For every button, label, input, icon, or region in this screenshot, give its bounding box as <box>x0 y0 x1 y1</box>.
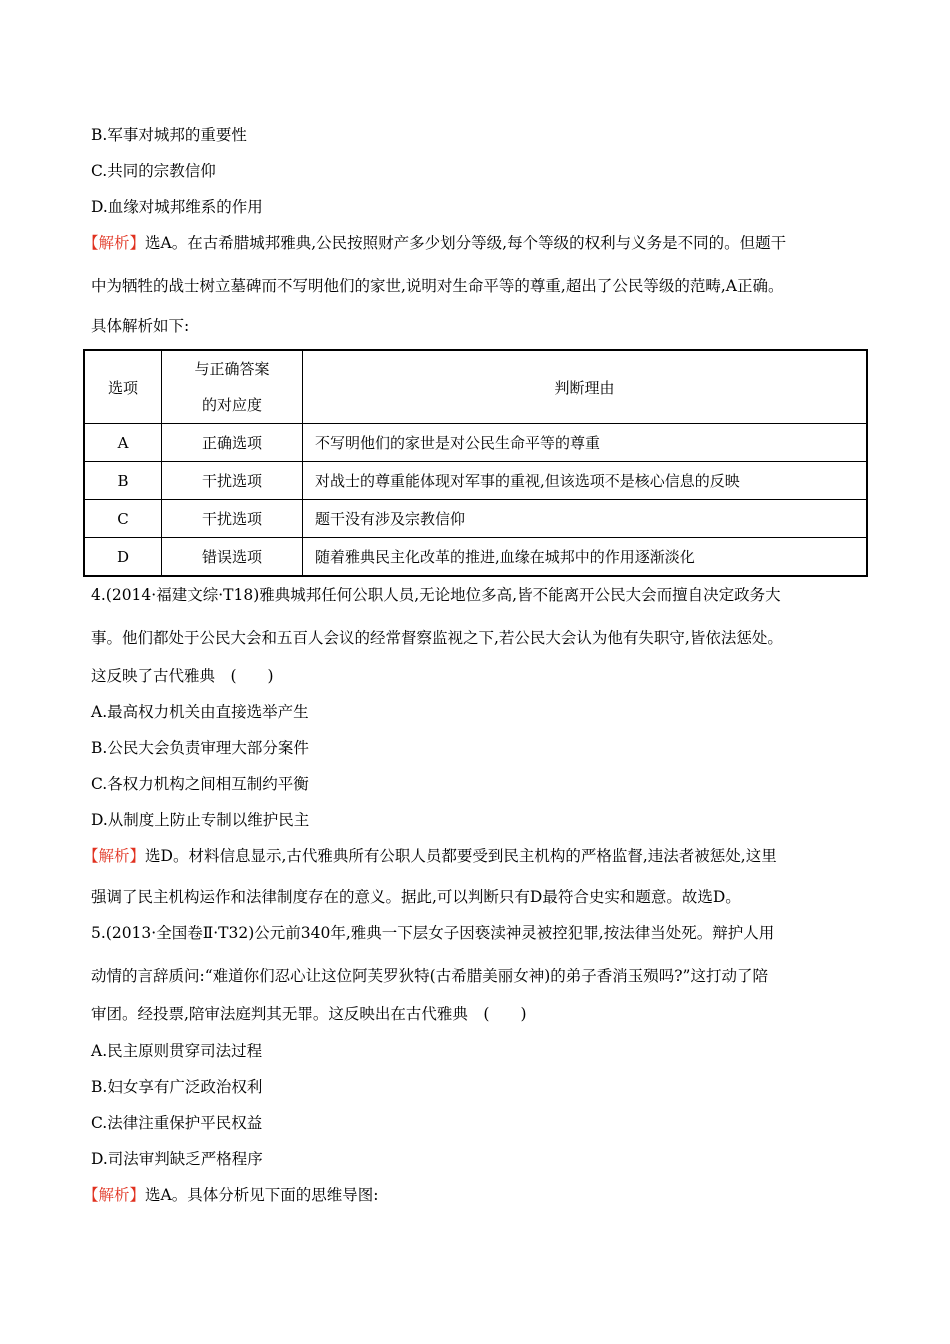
table-cell-option: B <box>84 462 162 500</box>
q4-stem-line3: 这反映了古代雅典 ( ) <box>91 667 274 685</box>
q5-option-c: C.法律注重保护平民权益 <box>91 1114 263 1132</box>
q3-option-d: D.血缘对城邦维系的作用 <box>91 198 263 216</box>
table-cell-reason: 随着雅典民主化改革的推进,血缘在城邦中的作用逐渐淡化 <box>303 538 868 577</box>
table-cell-reason: 题干没有涉及宗教信仰 <box>303 500 868 538</box>
q4-stem-line1: 4.(2014·福建文综·T18)雅典城邦任何公职人员,无论地位多高,皆不能离开公民大会而擅自决定政务大 <box>91 586 781 604</box>
q5-analysis-line1 <box>83 1185 379 1205</box>
q5-stem-line1: 5.(2013·全国卷Ⅱ·T32)公元前340年,雅典一下层女子因亵渎神灵被控犯罪,按法律当处死。辩护人用 <box>91 924 775 942</box>
table-row <box>84 424 867 462</box>
table-cell-option: A <box>84 424 162 462</box>
q4-analysis-line2: 强调了民主机构运作和法律制度存在的意义。据此,可以判断只有D最符合史实和题意。故选D。 <box>91 888 741 906</box>
analysis-table <box>83 349 868 577</box>
q4-analysis-tag: 【解析】 <box>83 847 146 865</box>
q5-stem-line2: 动情的言辞质问:“难道你们忍心让这位阿芙罗狄特(古希腊美丽女神)的弟子香消玉殒吗?”这打动了陪 <box>91 967 768 985</box>
q5-analysis-text1: 选A。具体分析见下面的思维导图: <box>145 1186 379 1204</box>
table-cell-reason: 对战士的尊重能体现对军事的重视,但该选项不是核心信息的反映 <box>303 462 868 500</box>
q3-analysis-line2: 中为牺牲的战士树立墓碑而不写明他们的家世,说明对生命平等的尊重,超出了公民等级的范畴,A正确。 <box>91 277 784 295</box>
table-row <box>84 538 867 577</box>
table-cell-reason: 不写明他们的家世是对公民生命平等的尊重 <box>303 424 868 462</box>
q3-analysis-tag: 【解析】 <box>83 234 146 252</box>
q3-analysis-line1 <box>83 233 787 253</box>
table-cell-type: 干扰选项 <box>162 462 303 500</box>
table-cell-option: C <box>84 500 162 538</box>
q3-option-b: B.军事对城邦的重要性 <box>91 126 247 144</box>
q3-analysis-text1: 选A。在古希腊城邦雅典,公民按照财产多少划分等级,每个等级的权利与义务是不同的。但题干 <box>145 234 787 252</box>
header-option: 选项 <box>84 350 162 424</box>
header-correspondence-line1: 与正确答案 <box>194 360 270 378</box>
q4-analysis-line1 <box>83 846 777 866</box>
q4-analysis-text1: 选D。材料信息显示,古代雅典所有公职人员都要受到民主机构的严格监督,违法者被惩处,这里 <box>145 847 777 865</box>
q5-stem-line3: 审团。经投票,陪审法庭判其无罪。这反映出在古代雅典 ( ) <box>91 1005 527 1023</box>
q5-option-d: D.司法审判缺乏严格程序 <box>91 1150 263 1168</box>
table-row <box>84 500 867 538</box>
table-cell-type: 正确选项 <box>162 424 303 462</box>
q4-option-b: B.公民大会负责审理大部分案件 <box>91 739 309 757</box>
q3-option-c: C.共同的宗教信仰 <box>91 162 216 180</box>
q5-option-b: B.妇女享有广泛政治权利 <box>91 1078 263 1096</box>
table-header-row <box>84 350 867 424</box>
header-reason: 判断理由 <box>303 350 868 424</box>
q4-stem-line2: 事。他们都处于公民大会和五百人会议的经常督察监视之下,若公民大会认为他有失职守,皆依法惩处。 <box>91 629 783 647</box>
q5-option-a: A.民主原则贯穿司法过程 <box>91 1042 263 1060</box>
table-cell-type: 错误选项 <box>162 538 303 577</box>
q4-option-a: A.最高权力机关由直接选举产生 <box>91 703 309 721</box>
table-cell-type: 干扰选项 <box>162 500 303 538</box>
header-correspondence <box>162 350 303 424</box>
q3-detail-intro: 具体解析如下: <box>91 317 190 335</box>
q4-option-d: D.从制度上防止专制以维护民主 <box>91 811 310 829</box>
q5-analysis-tag: 【解析】 <box>83 1186 146 1204</box>
q4-option-c: C.各权力机构之间相互制约平衡 <box>91 775 309 793</box>
header-correspondence-line2: 的对应度 <box>201 396 262 414</box>
table-row <box>84 462 867 500</box>
table-cell-option: D <box>84 538 162 577</box>
